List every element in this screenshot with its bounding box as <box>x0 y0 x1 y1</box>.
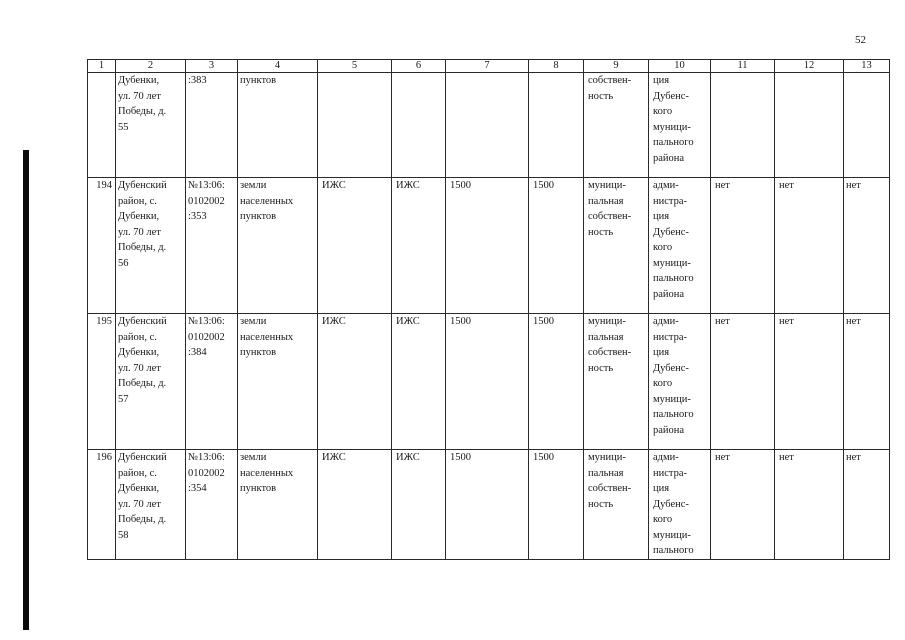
column-header: 12 <box>775 60 844 73</box>
property-table <box>87 59 890 560</box>
row-number-cell <box>88 73 116 178</box>
owner-cell: адми- нистра- ция Дубенс- кого муници- пального района <box>649 178 711 314</box>
row-number-cell: 196 <box>88 450 116 560</box>
column-number-row <box>88 60 890 73</box>
owner-cell: ция Дубенс- кого муници- пального района <box>649 73 711 178</box>
table-row <box>88 450 890 560</box>
area-cell: 1500 <box>446 450 529 560</box>
restriction-cell: нет <box>775 314 844 450</box>
area-cell <box>446 73 529 178</box>
area-actual-cell: 1500 <box>529 450 584 560</box>
area-actual-cell <box>529 73 584 178</box>
actual-use-cell: ИЖС <box>392 178 446 314</box>
area-cell: 1500 <box>446 178 529 314</box>
column-header: 3 <box>186 60 238 73</box>
restriction-cell: нет <box>775 178 844 314</box>
encumbrance-cell: нет <box>711 450 775 560</box>
note-cell <box>844 73 890 178</box>
permitted-use-cell: ИЖС <box>318 450 392 560</box>
note-cell: нет <box>844 178 890 314</box>
address-cell: Дубенский район, с. Дубенки, ул. 70 лет Победы, д. 56 <box>116 178 186 314</box>
note-cell: нет <box>844 450 890 560</box>
encumbrance-cell: нет <box>711 178 775 314</box>
address-cell: Дубенский район, с. Дубенки, ул. 70 лет Победы, д. 58 <box>116 450 186 560</box>
area-actual-cell: 1500 <box>529 314 584 450</box>
actual-use-cell: ИЖС <box>392 314 446 450</box>
permitted-use-cell <box>318 73 392 178</box>
area-cell: 1500 <box>446 314 529 450</box>
column-header: 4 <box>238 60 318 73</box>
owner-cell: адми- нистра- ция Дубенс- кого муници- пального <box>649 450 711 560</box>
ownership-cell: муници- пальная собствен- ность <box>584 314 649 450</box>
column-header: 9 <box>584 60 649 73</box>
land-category-cell: земли населенных пунктов <box>238 178 318 314</box>
row-number-cell: 194 <box>88 178 116 314</box>
table-row <box>88 314 890 450</box>
cadastral-number-cell: №13:06: 0102002 :354 <box>186 450 238 560</box>
column-header: 7 <box>446 60 529 73</box>
encumbrance-cell <box>711 73 775 178</box>
land-category-cell: земли населенных пунктов <box>238 314 318 450</box>
address-cell: Дубенки, ул. 70 лет Победы, д. 55 <box>116 73 186 178</box>
actual-use-cell: ИЖС <box>392 450 446 560</box>
ownership-cell: муници- пальная собствен- ность <box>584 178 649 314</box>
actual-use-cell <box>392 73 446 178</box>
cadastral-number-cell: №13:06: 0102002 :353 <box>186 178 238 314</box>
ownership-cell: собствен- ность <box>584 73 649 178</box>
land-category-cell: земли населенных пунктов <box>238 450 318 560</box>
column-header: 13 <box>844 60 890 73</box>
column-header: 8 <box>529 60 584 73</box>
ownership-cell: муници- пальная собствен- ность <box>584 450 649 560</box>
area-actual-cell: 1500 <box>529 178 584 314</box>
address-cell: Дубенский район, с. Дубенки, ул. 70 лет Победы, д. 57 <box>116 314 186 450</box>
permitted-use-cell: ИЖС <box>318 314 392 450</box>
column-header: 1 <box>88 60 116 73</box>
column-header: 11 <box>711 60 775 73</box>
cadastral-number-cell: :383 <box>186 73 238 178</box>
column-header: 5 <box>318 60 392 73</box>
column-header: 10 <box>649 60 711 73</box>
permitted-use-cell: ИЖС <box>318 178 392 314</box>
page-number: 52 <box>855 34 866 46</box>
table-row <box>88 73 890 178</box>
table-row <box>88 178 890 314</box>
owner-cell: адми- нистра- ция Дубенс- кого муници- пального района <box>649 314 711 450</box>
column-header: 2 <box>116 60 186 73</box>
scan-edge-shadow <box>23 150 29 630</box>
cadastral-number-cell: №13:06: 0102002 :384 <box>186 314 238 450</box>
column-header: 6 <box>392 60 446 73</box>
restriction-cell <box>775 73 844 178</box>
note-cell: нет <box>844 314 890 450</box>
encumbrance-cell: нет <box>711 314 775 450</box>
land-category-cell: пунктов <box>238 73 318 178</box>
restriction-cell: нет <box>775 450 844 560</box>
row-number-cell: 195 <box>88 314 116 450</box>
